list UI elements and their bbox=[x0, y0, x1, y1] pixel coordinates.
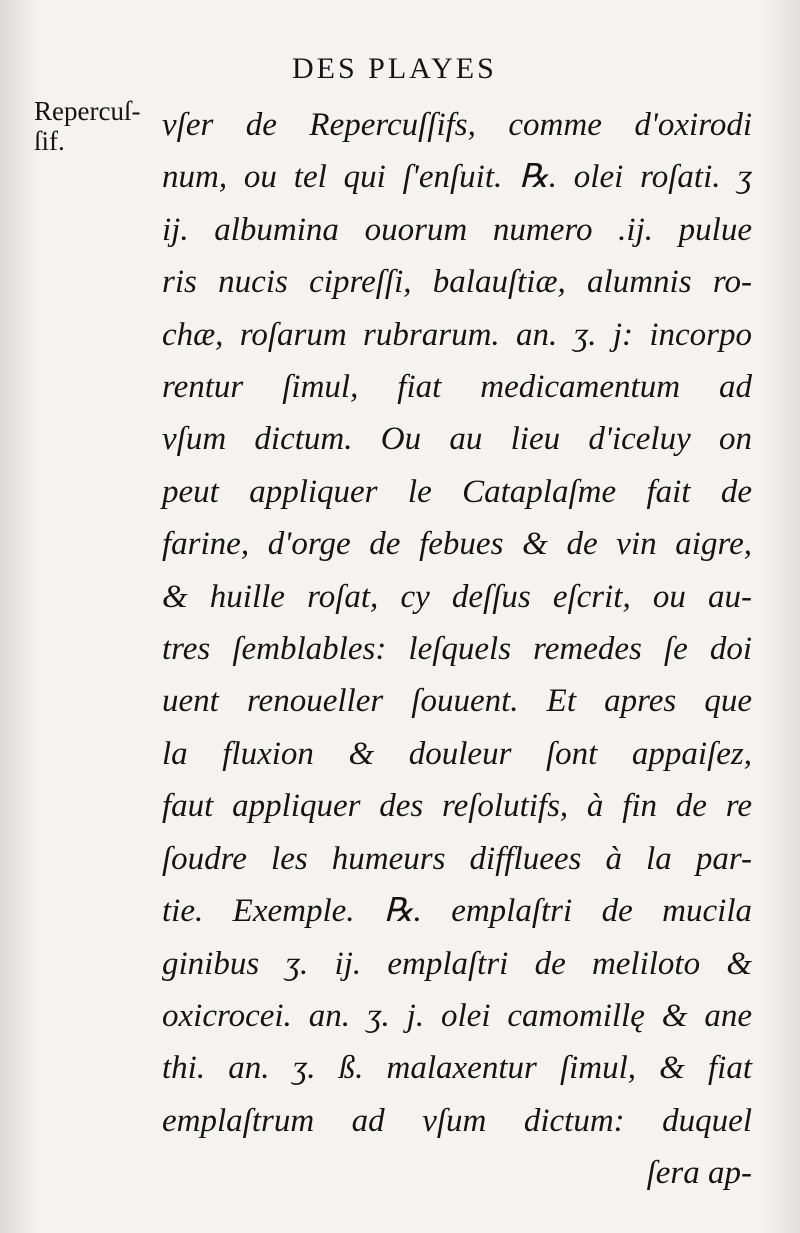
text-line: vſum dictum. Ou au lieu d'iceluy on bbox=[162, 421, 752, 458]
margin-note bbox=[34, 96, 174, 156]
text-line: tres ſemblables: leſquels remedes ſe doi bbox=[162, 631, 752, 668]
text-line: thi. an. ʒ. ß. malaxentur ſimul, & fiat bbox=[162, 1050, 752, 1087]
text-line: vſer de Repercuſſifs, comme d'oxirodi bbox=[162, 107, 752, 143]
running-head: DES PLAYES bbox=[292, 52, 497, 85]
text-line: farine, d'orge de febues & de vin aigre, bbox=[162, 526, 752, 563]
catchword-line: ſera ap- bbox=[646, 1155, 752, 1192]
text-line: rentur ſimul, fiat medicamentum ad bbox=[162, 369, 752, 406]
text-line: emplaſtrum ad vſum dictum: duquel bbox=[162, 1102, 752, 1139]
text-line: ij. albumina ouorum numero .ij. pulue bbox=[162, 211, 752, 248]
text-line: & huille roſat, cy deſſus eſcrit, ou au- bbox=[162, 578, 752, 615]
text-line: chæ, roſarum rubrarum. an. ʒ. j: incorpo bbox=[162, 316, 752, 353]
text-line: peut appliquer le Cataplaſme fait de bbox=[162, 473, 752, 510]
text-line: faut appliquer des reſolutifs, à fin de re bbox=[162, 788, 752, 825]
text-line: ginibus ʒ. ij. emplaſtri de meliloto & bbox=[162, 945, 752, 982]
text-line: num, ou tel qui ſ'enſuit. ℞. olei roſati. ʒ bbox=[162, 159, 752, 196]
text-line: ris nucis cipreſſi, balauſtiæ, alumnis ro- bbox=[162, 264, 752, 301]
text-line: oxicrocei. an. ʒ. j. olei camomillę & ane bbox=[162, 997, 752, 1034]
margin-note-line: ſif. bbox=[34, 126, 65, 156]
text-line: tie. Exemple. ℞. emplaſtri de mucila bbox=[162, 893, 752, 930]
margin-note-line: Repercuſ- bbox=[34, 96, 141, 126]
text-line: uent renoueller ſouuent. Et apres que bbox=[162, 683, 752, 720]
body-text bbox=[162, 99, 752, 1200]
text-line: la fluxion & douleur ſont appaiſez, bbox=[162, 735, 752, 772]
text-line: ſoudre les humeurs diffluees à la par- bbox=[162, 840, 752, 877]
